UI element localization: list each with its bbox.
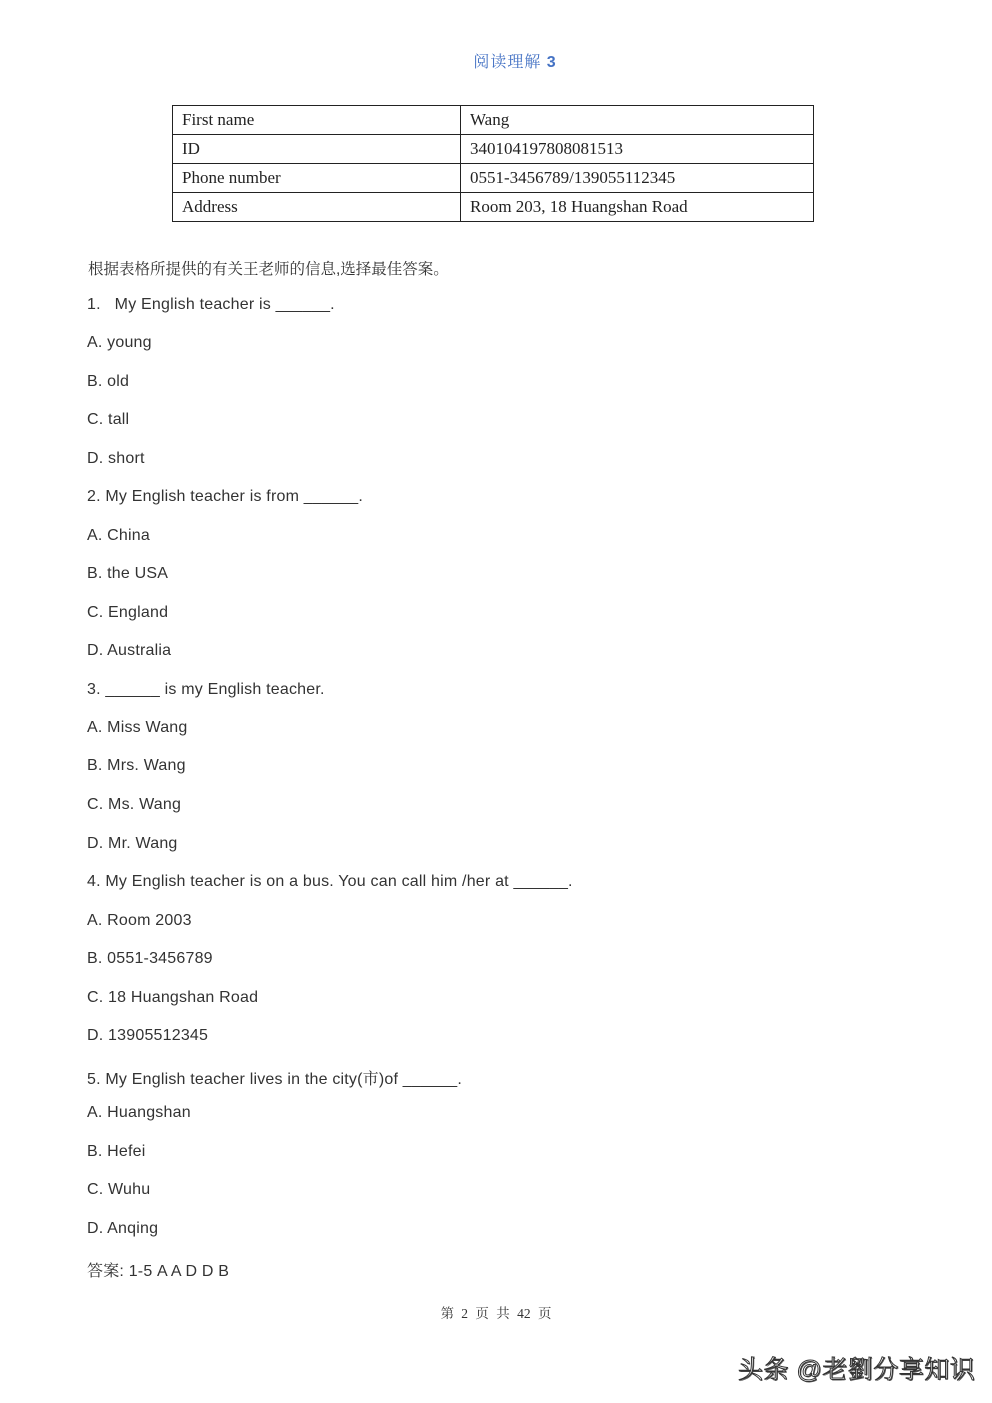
question-1-option-a: A. young [87,334,152,351]
question-3-option-d: D. Mr. Wang [87,835,178,852]
page-title [0,49,992,72]
question-5-stem: 5. My English teacher lives in the city(市)of ______. [87,1071,463,1088]
question-3-option-a: A. Miss Wang [87,719,188,736]
question-1-option-d: D. short [87,450,145,467]
row-value: Wang [461,106,814,135]
question-5-option-b: B. Hefei [87,1143,146,1160]
question-2-stem: 2. My English teacher is from ______. [87,488,363,505]
question-4-option-c: C. 18 Huangshan Road [87,989,259,1006]
page-footer: 第 2 页 共 42 页 [440,1306,552,1321]
table-row [173,135,814,164]
question-5-option-a: A. Huangshan [87,1104,191,1121]
row-value: 0551-3456789/139055112345 [461,164,814,193]
question-2-option-c: C. England [87,604,169,621]
question-3-option-c: C. Ms. Wang [87,796,182,813]
teacher-info-table [172,105,814,222]
table-row [173,193,814,222]
table-row [173,106,814,135]
question-1-option-b: B. old [87,373,130,390]
question-4-stem: 4. My English teacher is on a bus. You can call him /her at ______. [87,873,573,890]
question-3-option-b: B. Mrs. Wang [87,757,186,774]
question-2-option-a: A. China [87,527,150,544]
row-key: Phone number [173,164,461,193]
question-3-stem: 3. ______ is my English teacher. [87,681,325,698]
question-5-option-d: D. Anqing [87,1220,159,1237]
question-4-option-b: B. 0551-3456789 [87,950,213,967]
title-text: 阅读理解 [473,54,542,71]
row-key: First name [173,106,461,135]
question-2-option-d: D. Australia [87,642,172,659]
question-4-option-a: A. Room 2003 [87,912,192,929]
watermark: 头条 @老劉分享知识 [738,1356,976,1384]
question-1-stem: 1. My English teacher is ______. [87,296,335,313]
row-value: Room 203, 18 Huangshan Road [461,193,814,222]
row-value: 340104197808081513 [461,135,814,164]
instruction-text: 根据表格所提供的有关王老师的信息,选择最佳答案。 [88,261,449,278]
answer-key: 答案: 1-5 A A D D B [87,1263,230,1280]
question-4-option-d: D. 13905512345 [87,1027,209,1044]
row-key: ID [173,135,461,164]
row-key: Address [173,193,461,222]
table-row [173,164,814,193]
question-1-option-c: C. tall [87,411,130,428]
question-5-option-c: C. Wuhu [87,1181,151,1198]
question-2-option-b: B. the USA [87,565,169,582]
title-number: 3 [546,54,557,71]
